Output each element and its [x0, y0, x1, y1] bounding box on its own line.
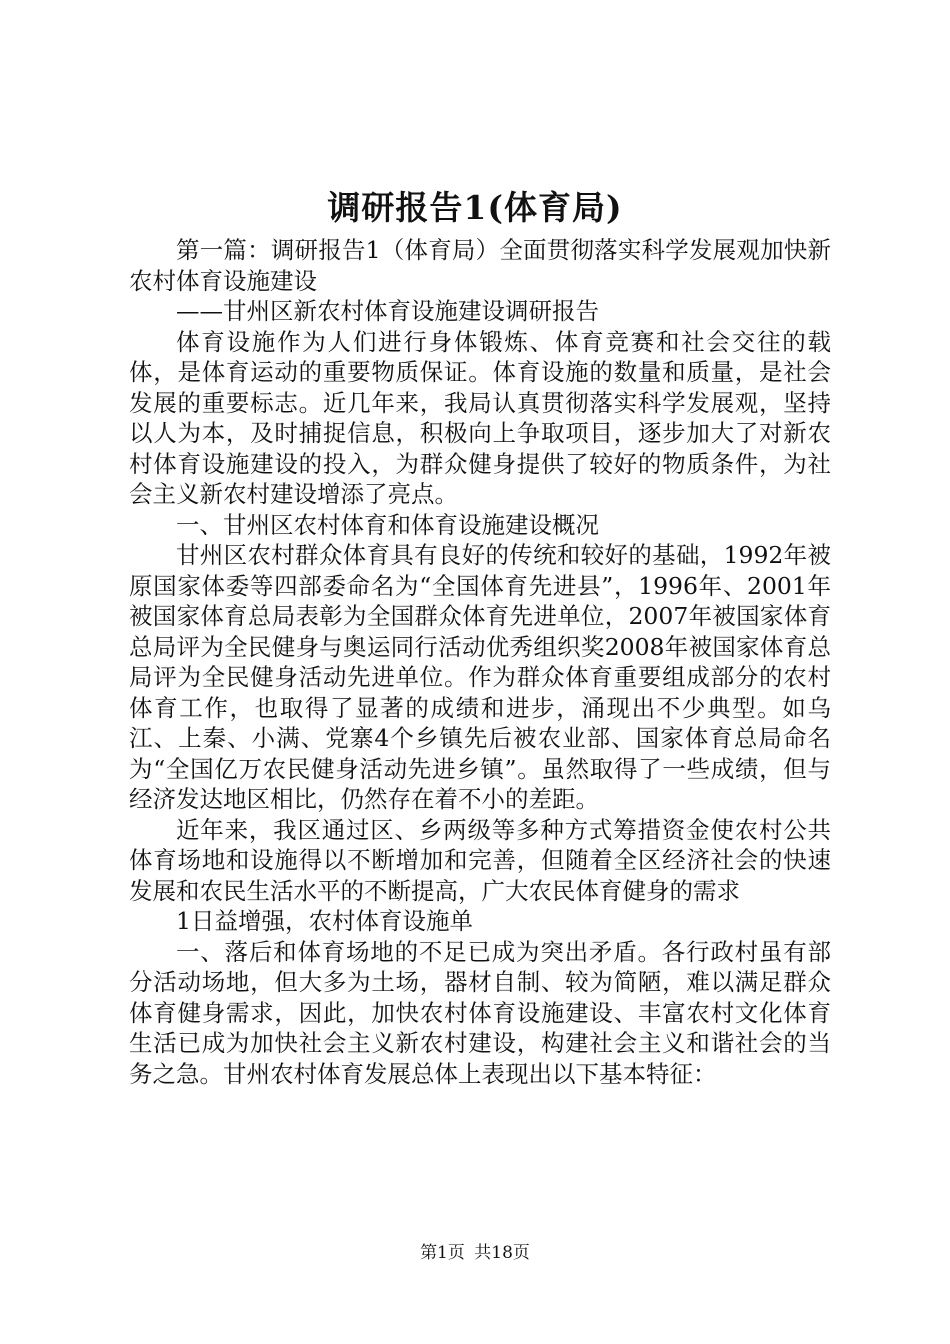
- paragraph: ——甘州区新农村体育设施建设调研报告: [176, 297, 599, 325]
- paragraph: 第一篇：调研报告1（体育局）全面贯彻落实科学发展观加快新农村体育设施建设: [129, 236, 831, 295]
- paragraph: 体育设施作为人们进行身体锻炼、体育竞赛和社会交往的载体，是体育运动的重要物质保证。体育设施的数量和质量，是社会发展的重要标志。近几年来，我局认真贯彻落实科学发展观，坚持以人为本，及时捕捉信息，积极向上争取项目，逐步加大了对新农村体育设施建设的投入，为群众健身提供了较好的物质条件，为社会主义新农村建设增添了亮点。: [129, 327, 831, 508]
- paragraph: 近年来，我区通过区、乡两级等多种方式筹措资金使农村公共体育场地和设施得以不断增加和完善，但随着全区经济社会的快速发展和农民生活水平的不断提高，广大农民体育健身的需求: [129, 815, 831, 905]
- paragraph: 甘州区农村群众体育具有良好的传统和较好的基础，1992年被原国家体委等四部委命名为“全国体育先进县”，1996年、2001年被国家体育总局表彰为全国群众体育先进单位，2007年被国家体育总局评为全民健身与奥运同行活动优秀组织奖2008年被国家体育总局评为全民健身活动先进单位。作为群众体育重要组成部分的农村体育工作，也取得了显著的成绩和进步，涌现出不少典型。如乌江、上秦、小满、党寨4个乡镇先后被农业部、国家体育总局命名为“全国亿万农民健身活动先进乡镇”。虽然取得了一些成绩，但与经济发达地区相比，仍然存在着不小的差距。: [129, 541, 831, 813]
- paragraph: 1日益增强，农村体育设施单: [176, 907, 473, 935]
- page-number: 第1页: [420, 1243, 465, 1263]
- document-body: [129, 235, 831, 1089]
- paragraph: 一、落后和体育场地的不足已成为突出矛盾。各行政村虽有部分活动场地，但大多为土场，器材自制、较为简陋，难以满足群众体育健身需求，因此，加快农村体育设施建设、丰富农村文化体育生活已成为加快社会主义新农村建设，构建社会主义和谐社会的当务之急。甘州农村体育发展总体上表现出以下基本特征：: [129, 937, 831, 1088]
- document-title: 调研报告1(体育局): [327, 188, 623, 227]
- page-total: 共18页: [474, 1243, 530, 1263]
- page-footer: [0, 1242, 950, 1264]
- section-heading: 一、甘州区农村体育和体育设施建设概况: [176, 510, 599, 539]
